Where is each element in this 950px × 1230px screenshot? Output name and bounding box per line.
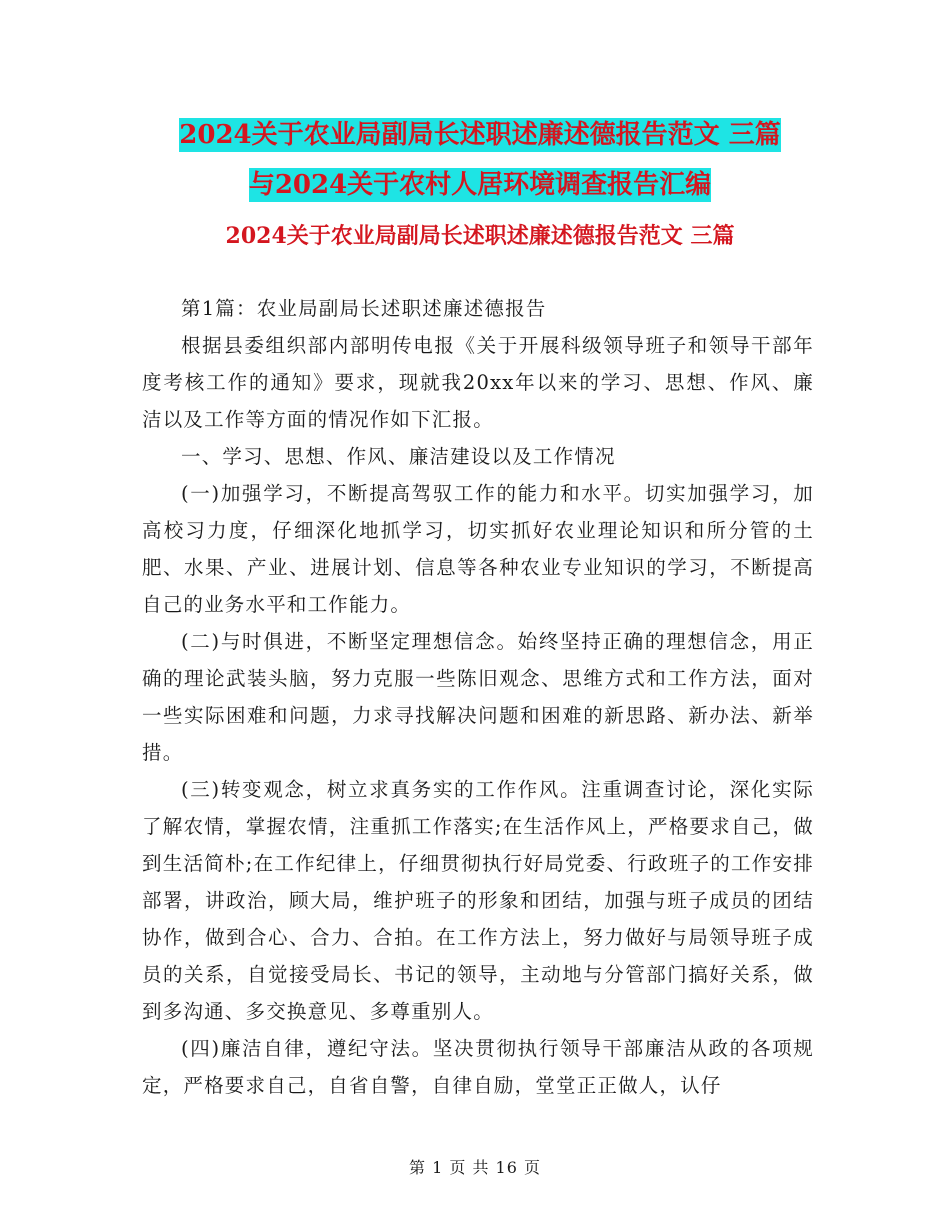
title-line-2: 与2024关于农村人居环境调查报告汇编 (248, 170, 712, 200)
paragraph: (一)加强学习，不断提高驾驭工作的能力和水平。切实加强学习，加高校习力度，仔细深化地抓学习，切实抓好农业理论知识和所分管的土肥、水果、产业、进展计划、信息等各种农业专业知识的学习，不断提高自己的业务水平和工作能力。 (142, 482, 814, 616)
paragraph: 根据县委组织部内部明传电报《关于开展科级领导班子和领导干部年度考核工作的通知》要求，现就我20xx年以来的学习、思想、作风、廉洁以及工作等方面的情况作如下汇报。 (142, 334, 814, 431)
paragraph: 第1篇：农业局副局长述职述廉述德报告 (181, 297, 547, 320)
document-title (140, 110, 820, 210)
title-line-1: 2024关于农业局副局长述职述廉述德报告范文 三篇 (179, 120, 781, 150)
paragraph: (三)转变观念，树立求真务实的工作作风。注重调查讨论，深化实际了解农情，掌握农情，注重抓工作落实;在生活作风上，严格要求自己，做到生活简朴;在工作纪律上，仔细贯彻执行好局党委、行政班子的工作安排部署，讲政治，顾大局，维护班子的形象和团结，加强与班子成员的团结协作，做到合心、合力、合拍。在工作方法上，努力做好与局领导班子成员的关系，自觉接受局长、书记的领导，主动地与分管部门搞好关系，做到多沟通、多交换意见、多尊重别人。 (142, 778, 814, 1023)
paragraph: (二)与时俱进，不断坚定理想信念。始终坚持正确的理想信念，用正确的理论武装头脑，努力克服一些陈旧观念、思维方式和工作方法，面对一些实际困难和问题，力求寻找解决问题和困难的新思路、新办法、新举措。 (142, 630, 814, 764)
section-title: 2024关于农业局副局长述职述廉述德报告范文 三篇 (225, 223, 735, 249)
document-body (142, 290, 814, 1104)
paragraph: 一、学习、思想、作风、廉洁建设以及工作情况 (181, 445, 616, 468)
paragraph: (四)廉洁自律，遵纪守法。坚决贯彻执行领导干部廉洁从政的各项规定，严格要求自己，自省自警，自律自励，堂堂正正做人，认仔 (142, 1037, 814, 1097)
page-footer: 第 1 页 共 16 页 (409, 1158, 541, 1177)
